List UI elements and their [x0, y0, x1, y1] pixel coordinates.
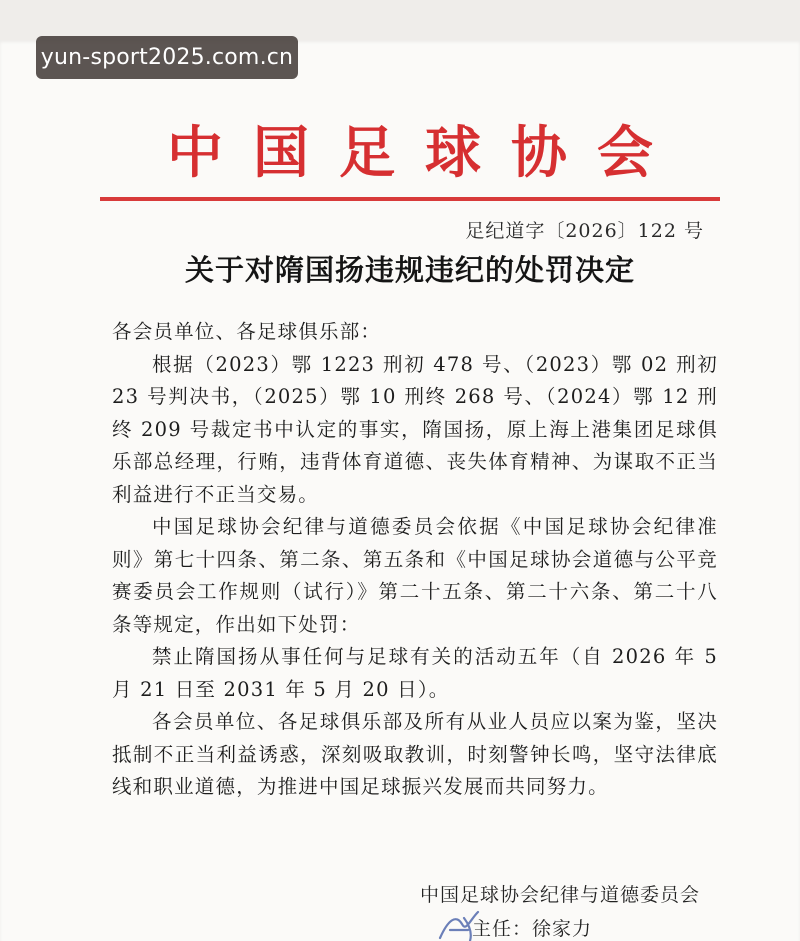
org-name-heading: 中国足球协会	[167, 120, 683, 186]
red-divider	[100, 197, 720, 201]
document-title: 关于对隋国扬违规违纪的处罚决定	[184, 253, 635, 287]
signature-organization: 中国足球协会纪律与道德委员会	[419, 884, 700, 906]
signature-director: 主任：徐家力	[472, 918, 593, 940]
watermark-label: yun-sport2025.com.cn	[36, 36, 298, 79]
paragraph-basis: 中国足球协会纪律与道德委员会依据《中国足球协会纪律准则》第七十四条、第二条、第五条和《中国足球协会道德与公平竞赛委员会工作规则（试行）》第二十五条、第二十六条、第二十八条等规定，作出如下处罚：	[112, 515, 718, 636]
top-strip	[0, 0, 800, 41]
document-body	[112, 316, 718, 804]
document-number: 足纪道字〔2026〕122 号	[465, 220, 704, 242]
paragraph-penalty: 禁止隋国扬从事任何与足球有关的活动五年（自 2026 年 5 月 21 日至 2031 年 5 月 20 日）。	[112, 645, 718, 701]
salutation: 各会员单位、各足球俱乐部：	[112, 320, 382, 343]
paragraph-warning: 各会员单位、各足球俱乐部及所有从业人员应以案为鉴，坚决抵制不正当利益诱惑，深刻吸取教训，时刻警钟长鸣，坚守法律底线和职业道德，为推进中国足球振兴发展而共同努力。	[112, 710, 718, 798]
paragraph-facts: 根据（2023）鄂 1223 刑初 478 号、（2023）鄂 02 刑初 23 号判决书，（2025）鄂 10 刑终 268 号、（2024）鄂 12 刑终 209 号裁定书中认定的事实，隋国扬，原上海上港集团足球俱乐部总经理，行贿，违背体育道德、丧失体育精神、为谋取不正当利益进行不正当交易。	[112, 352, 718, 506]
